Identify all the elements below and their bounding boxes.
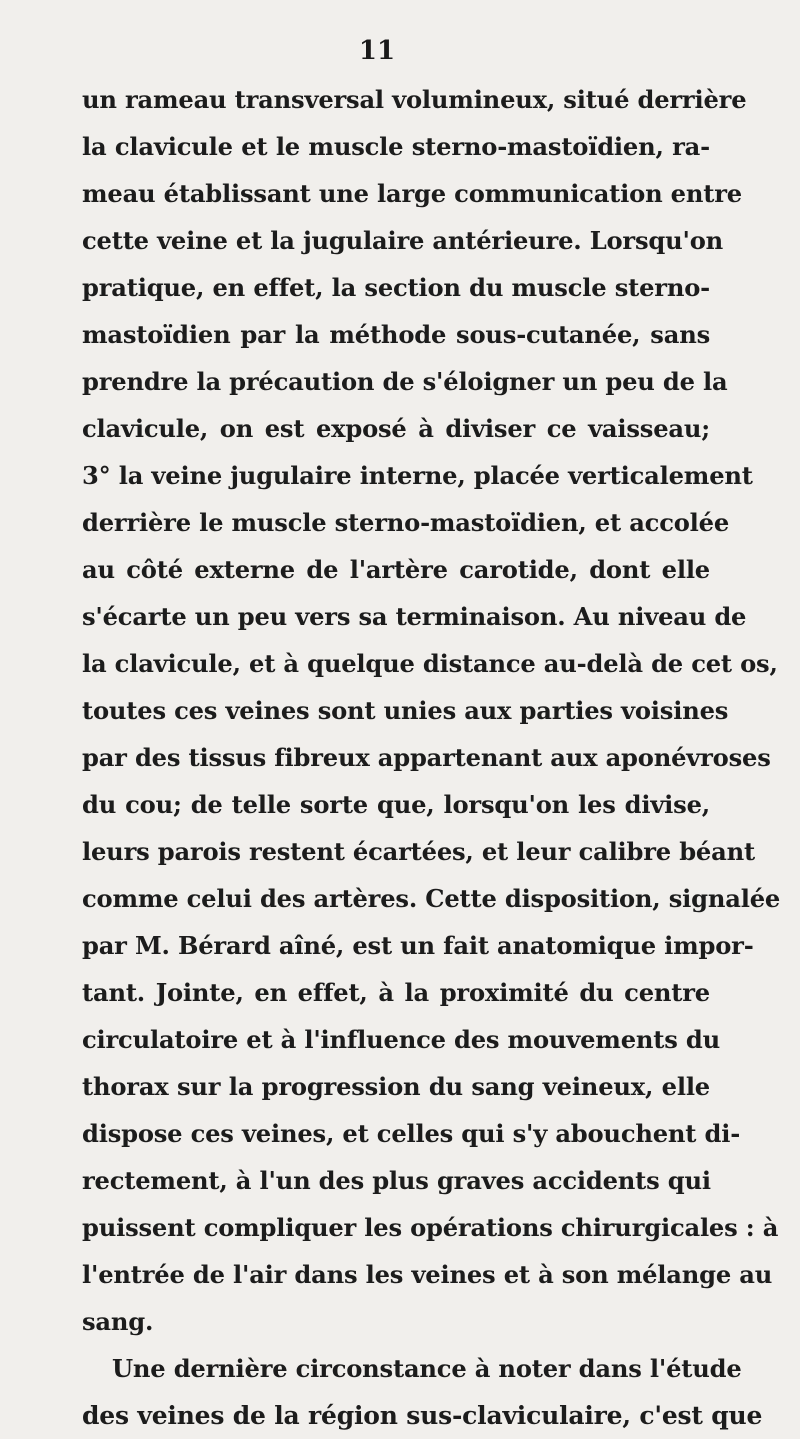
text-line: prendre la précaution de s'éloigner un peu de la: [82, 367, 728, 396]
text-line: tant. Jointe, en effet, à la proximité du centre: [82, 978, 710, 1007]
text-line: du cou; de telle sorte que, lorsqu'on les divise,: [82, 790, 710, 819]
text-line: dispose ces veines, et celles qui s'y abouchent di-: [82, 1119, 741, 1148]
text-line: sang.: [82, 1307, 154, 1336]
text-line: Une dernière circonstance à noter dans l'étude: [112, 1354, 742, 1383]
text-line: pratique, en effet, la section du muscle sterno-: [82, 273, 710, 302]
text-line: comme celui des artères. Cette disposition, signalée: [82, 884, 781, 913]
text-line: des veines de la région sus-claviculaire, c'est que: [82, 1401, 763, 1430]
text-line: circulatoire et à l'influence des mouvements du: [82, 1025, 720, 1054]
text-line: clavicule, on est exposé à diviser ce vaisseau;: [82, 414, 710, 443]
body-text: [82, 76, 781, 1439]
text-line: par des tissus fibreux appartenant aux aponévroses: [82, 743, 771, 772]
page-number: 11: [358, 36, 396, 66]
text-line: la clavicule, et à quelque distance au-delà de cet os,: [82, 649, 778, 678]
text-line: s'écarte un peu vers sa terminaison. Au niveau de: [82, 602, 747, 631]
text-line: rectement, à l'un des plus graves accidents qui: [82, 1166, 711, 1195]
text-line: meau établissant une large communication entre: [82, 179, 742, 208]
text-line: au côté externe de l'artère carotide, dont elle: [82, 555, 710, 584]
text-line: 3° la veine jugulaire interne, placée verticalement: [82, 461, 753, 490]
text-line: cette veine et la jugulaire antérieure. Lorsqu'on: [82, 226, 724, 255]
text-line: un rameau transversal volumineux, situé derrière: [82, 85, 747, 114]
text-line: puissent compliquer les opérations chirurgicales : à: [82, 1213, 779, 1242]
text-line: leurs parois restent écartées, et leur calibre béant: [82, 837, 755, 866]
text-line: toutes ces veines sont unies aux parties voisines: [82, 696, 729, 725]
text-line: la clavicule et le muscle sterno-mastoïdien, ra-: [82, 132, 710, 161]
text-line: par M. Bérard aîné, est un fait anatomique impor-: [82, 931, 754, 960]
text-line: mastoïdien par la méthode sous-cutanée, sans: [82, 320, 710, 349]
text-line: l'entrée de l'air dans les veines et à son mélange au: [82, 1260, 773, 1289]
text-line: thorax sur la progression du sang veineux, elle: [82, 1072, 710, 1101]
text-line: derrière le muscle sterno-mastoïdien, et accolée: [82, 508, 730, 537]
